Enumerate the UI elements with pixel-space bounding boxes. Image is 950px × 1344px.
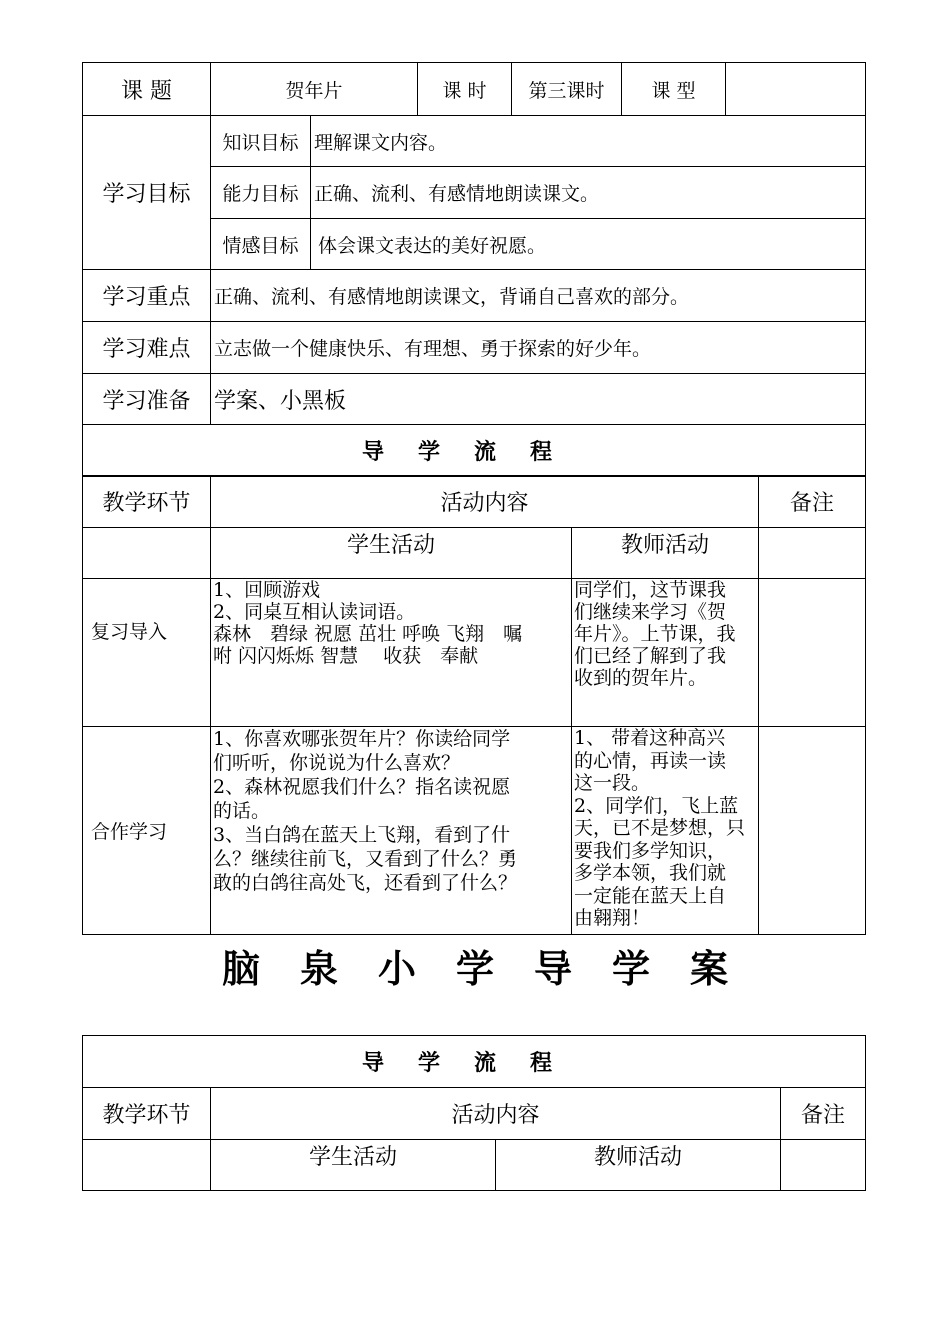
period-label: 课 时 xyxy=(418,63,512,116)
flow2-empty-stage xyxy=(83,1140,211,1191)
school-title: 脑泉小学导学案 xyxy=(221,947,768,991)
goal-ability-label: 能力目标 xyxy=(211,167,311,219)
type-value xyxy=(726,63,866,116)
col-teacher: 教师活动 xyxy=(572,528,759,579)
preparation-label: 学习准备 xyxy=(83,374,211,425)
goals-label: 学习目标 xyxy=(83,116,211,270)
preparation-value: 学案、小黑板 xyxy=(211,374,866,425)
goal-knowledge-label: 知识目标 xyxy=(211,116,311,167)
goal-knowledge-value: 理解课文内容。 xyxy=(311,116,866,167)
topic-label: 课 题 xyxy=(83,63,211,116)
col-content: 活动内容 xyxy=(211,476,759,528)
difficulties-label: 学习难点 xyxy=(83,322,211,374)
col-note: 备注 xyxy=(759,476,866,528)
note-review xyxy=(759,579,866,727)
flow-table xyxy=(82,475,866,935)
student-activity-review: 1、回顾游戏 2、同桌互相认读词语。 森林 碧绿 祝愿 茁壮 呼唤 飞翔 嘱 咐 闪闪烁烁 智慧 收获 奉献 xyxy=(211,579,572,727)
goal-emotion-value: 体会课文表达的美好祝愿。 xyxy=(311,219,866,270)
flow2-col-content: 活动内容 xyxy=(211,1088,781,1140)
flow2-empty-note xyxy=(781,1140,866,1191)
note-cooperative xyxy=(759,727,866,935)
key-points-value: 正确、流利、有感情地朗读课文，背诵自己喜欢的部分。 xyxy=(211,270,866,322)
flow-table-page2 xyxy=(82,1035,866,1191)
col-stage: 教学环节 xyxy=(83,476,211,528)
teacher-activity-review: 同学们，这节课我 们继续来学习《贺 年片》。上节课，我 们已经了解到了我 收到的贺年片。 xyxy=(572,579,759,727)
period-value: 第三课时 xyxy=(512,63,622,116)
flow2-col-teacher: 教师活动 xyxy=(496,1140,781,1191)
empty-stage-cell xyxy=(83,528,211,579)
flow-title: 导学流程 xyxy=(83,425,866,477)
goal-emotion-label: 情感目标 xyxy=(211,219,311,270)
type-label: 课 型 xyxy=(622,63,726,116)
student-activity-cooperative: 1、你喜欢哪张贺年片？你读给同学 们听听，你说说为什么喜欢？ 2、森林祝愿我们什么？指名读祝愿 的话。 3、当白鸽在蓝天上飞翔，看到了什 么？继续往前飞，又看到了什么？勇 敢的白鸽往高处飞，还看到了什么？ xyxy=(211,727,572,935)
empty-note-cell xyxy=(759,528,866,579)
stage-review: 复习导入 xyxy=(83,579,211,727)
lesson-plan-table xyxy=(82,62,866,477)
flow2-title: 导学流程 xyxy=(83,1036,866,1088)
flow2-col-note: 备注 xyxy=(781,1088,866,1140)
key-points-label: 学习重点 xyxy=(83,270,211,322)
topic-value: 贺年片 xyxy=(211,63,418,116)
flow2-col-stage: 教学环节 xyxy=(83,1088,211,1140)
stage-cooperative: 合作学习 xyxy=(83,727,211,935)
col-student: 学生活动 xyxy=(211,528,572,579)
difficulties-value: 立志做一个健康快乐、有理想、勇于探索的好少年。 xyxy=(211,322,866,374)
flow2-col-student: 学生活动 xyxy=(211,1140,496,1191)
goal-ability-value: 正确、流利、有感情地朗读课文。 xyxy=(311,167,866,219)
teacher-activity-cooperative: 1、 带着这种高兴 的心情，再读一读 这一段。 2、同学们，飞上蓝 天，已不是梦想，只 要我们多学知识， 多学本领，我们就 一定能在蓝天上自 由翱翔！ xyxy=(572,727,759,935)
